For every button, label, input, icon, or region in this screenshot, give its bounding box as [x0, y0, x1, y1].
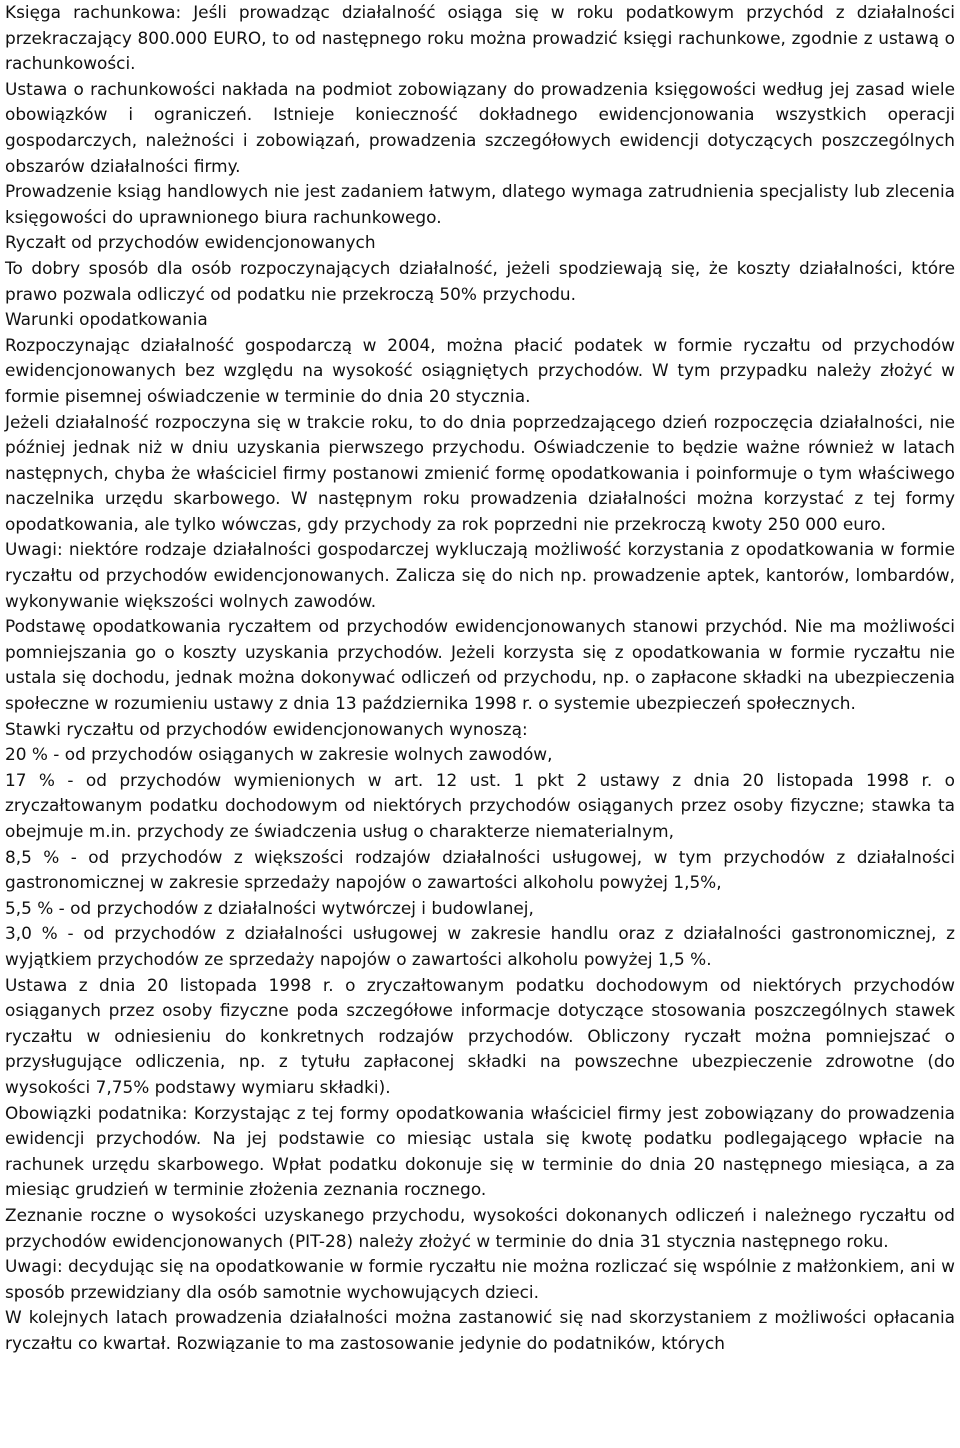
heading-warunki-opodatkowania: Warunki opodatkowania: [5, 309, 208, 330]
paragraph-uwagi-wykluczenia: Uwagi: niektóre rodzaje działalności gospodarczej wykluczają możliwość korzystania z opodatkowania w formie ryczałtu od przychodów ewidencjonowanych. Zalicza się do nich np. prowadzenie aptek, kantorów, lombardów, wykonywanie większości wolnych zawodów.: [5, 539, 955, 611]
paragraph-ustawa-o-rachunkowosci: Ustawa o rachunkowości nakłada na podmiot zobowiązany do prowadzenia księgowości według jej zasad wiele obowiązków i ograniczeń. Istnieje konieczność dokładnego ewidencjonowania wszystkich operacji gospodarczych, należności i zobowiązań, prowadzenia szczegółowych ewidencji dotyczących poszczególnych obszarów działalności firmy.: [5, 78, 955, 176]
rate-item-8-5: 8,5 % - od przychodów z większości rodzajów działalności usługowej, w tym przychodów z działalności gastronomicznej w zakresie sprzedaży napojów o zawartości alkoholu powyżej 1,5%,: [5, 846, 955, 893]
paragraph-podstawa-opodatkowania: Podstawę opodatkowania ryczałtem od przychodów ewidencjonowanych stanowi przychód. Nie ma możliwości pomniejszania go o koszty uzyskania przychodów. Jeżeli korzysta się z opodatkowania w formie ryczałtu nie ustala się dochodu, jednak można dokonywać odliczeń od przychodu, np. o zapłacone składki na ubezpieczenia społeczne w rozumieniu ustawy z dnia 13 października 1998 r. o systemie ubezpieczeń społecznych.: [5, 616, 955, 714]
rate-item-17: 17 % - od przychodów wymienionych w art. 12 ust. 1 pkt 2 ustawy z dnia 20 listopada 1998 r. o zryczałtowanym podatku dochodowym od niektórych przychodów osiąganych przez osoby fizyczne; stawka ta obejmuje m.in. przychody ze świadczenia usług o charakterze niematerialnym,: [5, 769, 955, 841]
rate-item-3-0: 3,0 % - od przychodów z działalności usługowej w zakresie handlu oraz z działalności gastronomicznej, z wyjątkiem przychodów ze sprzedaży napojów o zawartości alkoholu powyżej 1,5 %.: [5, 923, 955, 969]
paragraph-obowiazki-podatnika: Obowiązki podatnika: Korzystając z tej formy opodatkowania właściciel firmy jest zobowiązany do prowadzenia ewidencji przychodów. Na jej podstawie co miesiąc ustala się kwotę podatku podlegającego wpłacie na rachunek urzędu skarbowego. Wpłat podatku dokonuje się w terminie do dnia 20 następnego miesiąca, a za miesiąc grudzień w terminie złożenia zeznania rocznego.: [5, 1102, 955, 1200]
paragraph-ustawa-1998: Ustawa z dnia 20 listopada 1998 r. o zryczałtowanym podatku dochodowym od niektórych przychodów osiąganych przez osoby fizyczne poda szczegółowe informacje dotyczące stosowania poszczególnych stawek ryczałtu w odniesieniu do konkretnych rodzajów przychodów. Obliczony ryczałt można pomniejszać o przysługujące odliczenia, np. z tytułu zapłaconej składki na powszechne ubezpieczenie zdrowotne (do wysokości 7,75% podstawy wymiaru składki).: [5, 974, 955, 1097]
paragraph-uwagi-malzonek: Uwagi: decydując się na opodatkowanie w formie ryczałtu nie można rozliczać się wspólnie z małżonkiem, ani w sposób przewidziany dla osób samotnie wychowujących dzieci.: [5, 1256, 955, 1302]
paragraph-ksiega-rachunkowa: Księga rachunkowa: Jeśli prowadząc działalność osiąga się w roku podatkowym przychód z działalności przekraczający 800.000 EURO, to od następnego roku można prowadzić księgi rachunkowe, zgodnie z ustawą o rachunkowości.: [5, 2, 955, 74]
document-page: [5, 0, 955, 1356]
heading-ryczalt: Ryczałt od przychodów ewidencjonowanych: [5, 232, 376, 253]
heading-stawki-ryczaltu: Stawki ryczałtu od przychodów ewidencjonowanych wynoszą:: [5, 718, 528, 739]
rate-item-20: 20 % - od przychodów osiąganych w zakresie wolnych zawodów,: [5, 744, 553, 765]
paragraph-dzialalnosc-w-trakcie-roku: Jeżeli działalność rozpoczyna się w trakcie roku, to do dnia poprzedzającego dzień rozpoczęcia działalności, nie później jednak niż w dniu uzyskania pierwszego przychodu. Oświadczenie to będzie ważne również w latach następnych, chyba że właściciel firmy postanowi zmienić formę opodatkowania i poinformuje o tym właściwego naczelnika urzędu skarbowego. W następnym roku prowadzenia działalności można korzystać z tej formy opodatkowania, ale tylko wówczas, gdy przychody za rok poprzedni nie przekroczą kwoty 250 000 euro.: [5, 411, 955, 534]
paragraph-ksiegi-handlowe: Prowadzenie ksiąg handlowych nie jest zadaniem łatwym, dlatego wymaga zatrudnienia specjalisty lub zlecenia księgowości do uprawnionego biura rachunkowego.: [5, 181, 955, 227]
paragraph-zeznanie-roczne: Zeznanie roczne o wysokości uzyskanego przychodu, wysokości dokonanych odliczeń i należnego ryczałtu od przychodów ewidencjonowanych (PIT-28) należy złożyć w terminie do dnia 31 stycznia następnego roku.: [5, 1204, 955, 1251]
paragraph-kolejne-lata: W kolejnych latach prowadzenia działalności można zastanowić się nad skorzystaniem z możliwości opłacania ryczałtu co kwartał. Rozwiązanie to ma zastosowanie jedynie do podatników, których: [5, 1307, 955, 1353]
paragraph-rozpoczynajac-dzialalnosc: Rozpoczynając działalność gospodarczą w 2004, można płacić podatek w formie ryczałtu od przychodów ewidencjonowanych bez względu na wysokość osiągniętych przychodów. W tym przypadku należy złożyć w formie pisemnej oświadczenie w terminie do dnia 20 stycznia.: [5, 334, 955, 406]
rate-item-5-5: 5,5 % - od przychodów z działalności wytwórczej i budowlanej,: [5, 897, 534, 918]
paragraph-ryczalt-intro: To dobry sposób dla osób rozpoczynających działalność, jeżeli spodziewają się, że koszty działalności, które prawo pozwala odliczyć od podatku nie przekroczą 50% przychodu.: [5, 257, 955, 304]
